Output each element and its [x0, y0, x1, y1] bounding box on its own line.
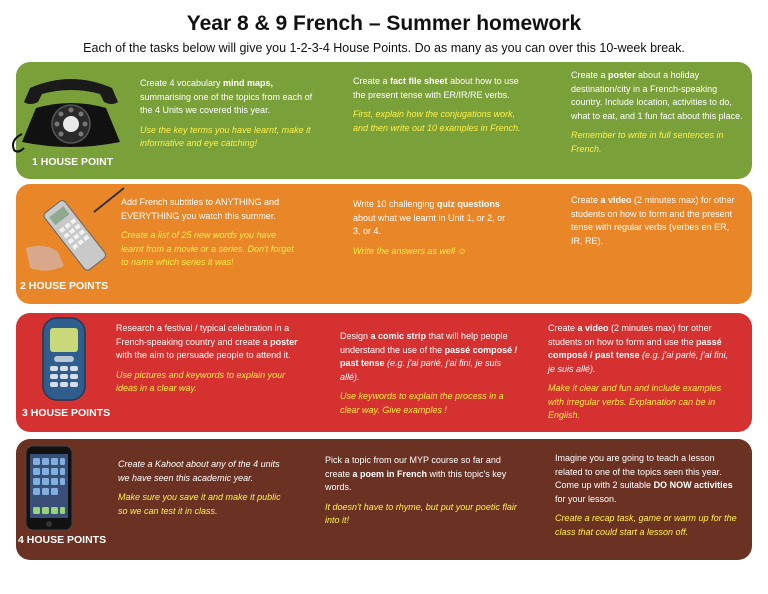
- smartphone-icon: [24, 444, 74, 532]
- task-4-3: Imagine you are going to teach a lesson related to one of the topics seen this year. Come up with 2 suitable DO NOW activities for your lesson. Create a recap task, game or warm up for the class that could start a lesson off.: [555, 453, 737, 537]
- task-3-1: Research a festival / typical celebration in a French-speaking country and create a poster with the aim to persuade people to attend it. Use pictures and keywords to explain your ideas in a clear way.: [116, 323, 298, 393]
- task-3-2: Design a comic strip that will help people understand the use of the passé composé / past tense (e.g. j'ai parlé, j'ai fini, je suis allé). Use keywords to explain the process in a clear way. Give examples !: [340, 331, 518, 415]
- task-2-2: Write 10 challenging quiz questions about what we learnt in Unit 1, or 2, or 3, or 4. Write the answers as well ☺: [353, 199, 506, 256]
- page-subtitle: Each of the tasks below will give you 1-2-3-4 House Points. Do as many as you can over this 10-week break.: [83, 41, 685, 55]
- task-3-3: Create a video (2 minutes max) for other students on how to form and use the passé composé / past tense (e.g. j'ai parlé, j'ai fini, je suis allé). Make it clear and fun and include examples with irregular verbs. Explanation can be in English.: [548, 323, 729, 420]
- task-4-2: Pick a topic from our MYP course so far and create a poem in French with this topic's key words. It doesn't have to rhyme, but put your poetic flair into it!: [325, 455, 517, 525]
- page-title: Year 8 & 9 French – Summer homework: [186, 12, 582, 35]
- points-label-4: 4 HOUSE POINTS: [18, 534, 107, 546]
- task-1-2: Create a fact file sheet about how to use the present tense with ER/IR/RE verbs. First, explain how the conjugations work, and then write out 10 examples in French.: [353, 76, 521, 133]
- nokia-phone-icon: [40, 316, 88, 402]
- task-1-3: Create a poster about a holiday destination/city in a French-speaking country. Include location, activities to do, what to eat, and 1 fun fact about this place. Remember to write in full sentences in French.: [571, 70, 743, 154]
- task-1-1: Create 4 vocabulary mind maps, summarising one of the topics from each of the 4 Units we covered this year. Use the key terms you have learnt, make it informative and eye catching!: [140, 78, 313, 148]
- task-2-3: Create a video (2 minutes max) for other students on how to form and the present tense with regular verbs (verbes en ER, IR, RE).: [571, 195, 735, 246]
- brick-mobile-phone-icon: [24, 186, 128, 278]
- rotary-telephone-icon: [8, 74, 134, 154]
- points-label-1: 1 HOUSE POINT: [32, 156, 114, 168]
- task-4-1: Create a Kahoot about any of the 4 units we have seen this academic year. Make sure you save it and make it public so we can test it in class.: [118, 459, 281, 516]
- points-label-2: 2 HOUSE POINTS: [20, 280, 109, 292]
- task-2-1: Add French subtitles to ANYTHING and EVERYTHING you watch this summer. Create a list of 25 new words you have learnt from a movie or a series. Don't forget to name which series it was!: [121, 197, 294, 267]
- points-label-3: 3 HOUSE POINTS: [22, 407, 111, 419]
